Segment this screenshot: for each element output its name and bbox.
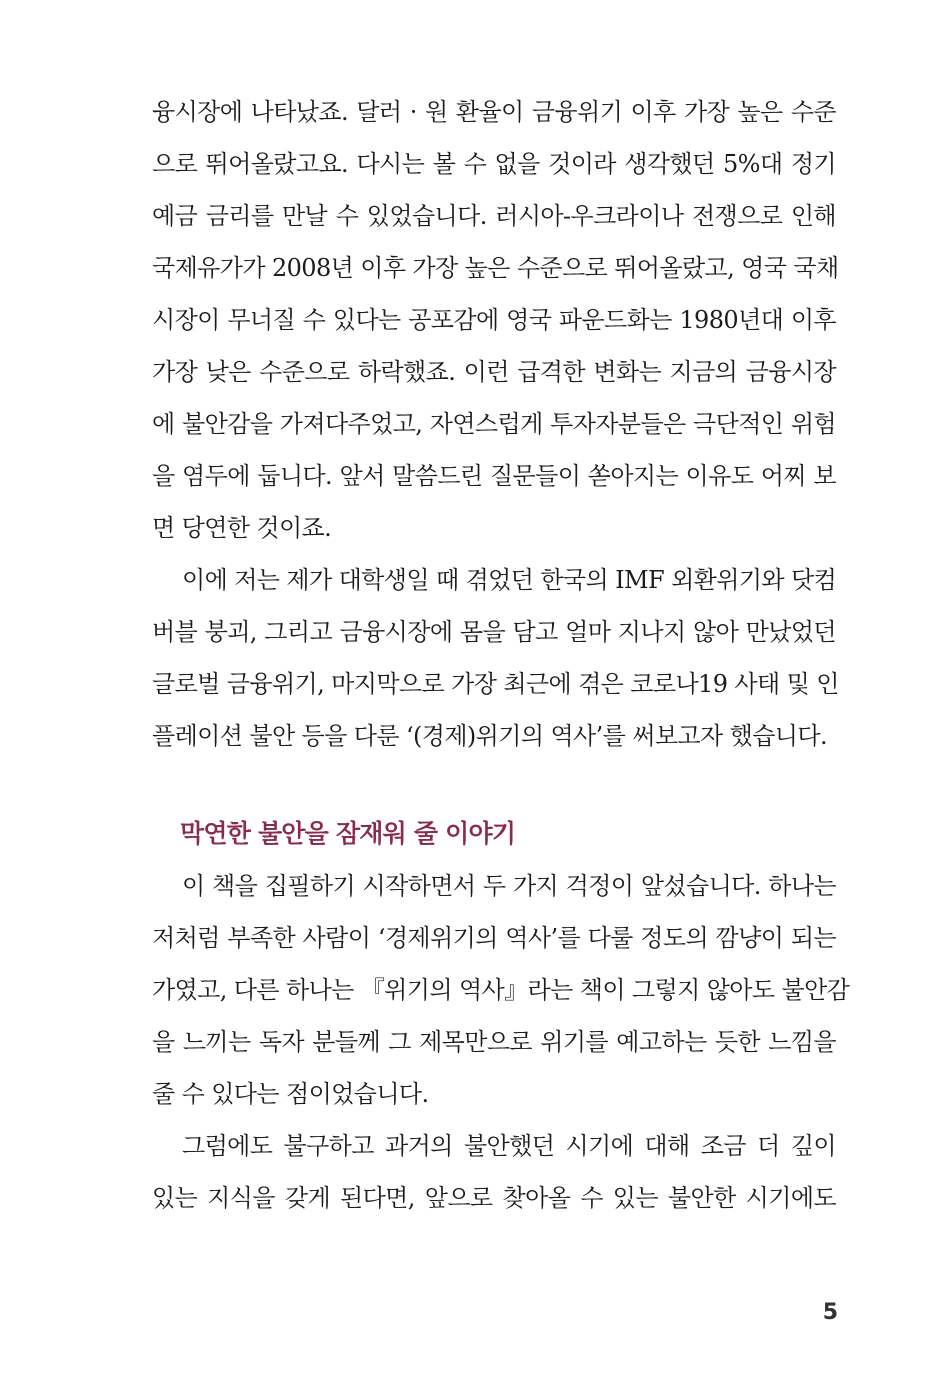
page-number: 5: [822, 1300, 838, 1325]
paragraph-line: 있는 지식을 갖게 된다면, 앞으로 찾아올 수 있는 불안한 시기에도: [152, 1184, 836, 1212]
paragraph-line: 그럼에도 불구하고 과거의 불안했던 시기에 대해 조금 더 깊이: [182, 1132, 836, 1160]
paragraph-line: 면 당연한 것이죠.: [152, 514, 332, 542]
paragraph-line: 줄 수 있다는 점이었습니다.: [152, 1080, 429, 1108]
paragraph-2: [152, 554, 839, 762]
paragraph-1: [152, 86, 839, 554]
paragraph-line: 이에 저는 제가 대학생일 때 겪었던 한국의 IMF 외환위기와 닷컴: [182, 566, 837, 594]
paragraph-line: 가였고, 다른 하나는 『위기의 역사』라는 책이 그렇지 않아도 불안감: [152, 976, 850, 1004]
paragraph-line: 으로 뛰어올랐고요. 다시는 볼 수 없을 것이라 생각했던 5%대 정기: [152, 150, 836, 178]
paragraph-line: 예금 금리를 만날 수 있었습니다. 러시아-우크라이나 전쟁으로 인해: [152, 202, 836, 230]
paragraph-line: 가장 낮은 수준으로 하락했죠. 이런 급격한 변화는 지금의 금융시장: [152, 358, 836, 386]
paragraph-3: [152, 860, 850, 1120]
section-heading: 막연한 불안을 잠재워 줄 이야기: [180, 819, 516, 848]
paragraph-4: [152, 1120, 836, 1224]
paragraph-line: 국제유가가 2008년 이후 가장 높은 수준으로 뛰어올랐고, 영국 국채: [152, 254, 839, 282]
paragraph-line: 버블 붕괴, 그리고 금융시장에 몸을 담고 얼마 지나지 않아 만났었던: [152, 618, 836, 646]
paragraph-line: 이 책을 집필하기 시작하면서 두 가지 걱정이 앞섰습니다. 하나는: [182, 872, 836, 900]
paragraph-line: 플레이션 불안 등을 다룬 ‘(경제)위기의 역사’를 써보고자 했습니다.: [152, 722, 827, 750]
paragraph-line: 에 불안감을 가져다주었고, 자연스럽게 투자자분들은 극단적인 위험: [152, 410, 836, 438]
paragraph-line: 융시장에 나타났죠. 달러 · 원 환율이 금융위기 이후 가장 높은 수준: [152, 98, 836, 126]
paragraph-line: 글로벌 금융위기, 마지막으로 가장 최근에 겪은 코로나19 사태 및 인: [152, 670, 839, 698]
paragraph-line: 을 느끼는 독자 분들께 그 제목만으로 위기를 예고하는 듯한 느낌을: [152, 1028, 836, 1056]
paragraph-line: 저처럼 부족한 사람이 ‘경제위기의 역사’를 다룰 정도의 깜냥이 되는: [152, 924, 836, 952]
paragraph-line: 을 염두에 둡니다. 앞서 말씀드린 질문들이 쏟아지는 이유도 어찌 보: [152, 462, 836, 490]
paragraph-line: 시장이 무너질 수 있다는 공포감에 영국 파운드화는 1980년대 이후: [152, 306, 836, 334]
